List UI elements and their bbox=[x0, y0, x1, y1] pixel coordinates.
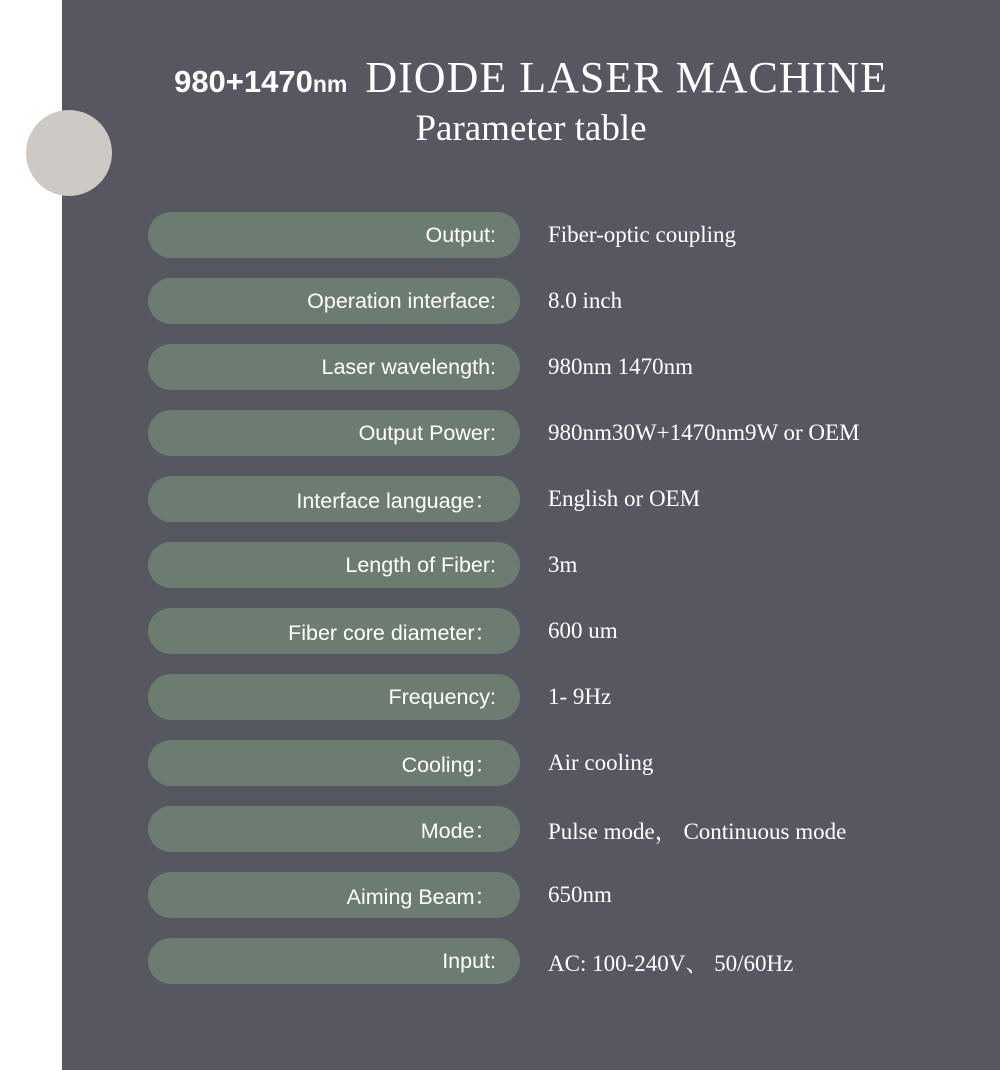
table-row bbox=[62, 932, 1000, 998]
parameter-label-pill bbox=[148, 344, 520, 390]
table-row bbox=[62, 206, 1000, 272]
table-row bbox=[62, 734, 1000, 800]
page-title bbox=[62, 52, 1000, 103]
table-row bbox=[62, 338, 1000, 404]
parameter-label-pill bbox=[148, 542, 520, 588]
title-main: DIODE LASER MACHINE bbox=[365, 53, 888, 102]
parameter-label-pill bbox=[148, 476, 520, 522]
parameter-label: Output Power: bbox=[358, 420, 496, 445]
parameter-value: AC: 100-240V、 50/60Hz bbox=[548, 950, 794, 976]
parameter-label: Output: bbox=[425, 222, 496, 247]
parameter-rows bbox=[62, 206, 1000, 998]
parameter-value: 980nm30W+1470nm9W or OEM bbox=[548, 420, 860, 445]
wavelength-title bbox=[174, 64, 347, 99]
table-row bbox=[62, 602, 1000, 668]
parameter-label: Interface language： bbox=[296, 488, 496, 513]
parameter-value: 600 um bbox=[548, 618, 618, 643]
parameter-label: Cooling： bbox=[401, 752, 496, 777]
parameter-label-pill bbox=[148, 938, 520, 984]
parameter-label: Aiming Beam： bbox=[346, 884, 496, 909]
parameter-value: Fiber-optic coupling bbox=[548, 222, 736, 247]
table-row bbox=[62, 866, 1000, 932]
parameter-label-pill bbox=[148, 740, 520, 786]
parameter-label: Input: bbox=[442, 948, 496, 973]
page-subtitle: Parameter table bbox=[415, 108, 647, 149]
parameter-value: English or OEM bbox=[548, 486, 701, 511]
parameter-label-pill bbox=[148, 410, 520, 456]
parameter-value: 980nm 1470nm bbox=[548, 354, 694, 379]
parameter-label-pill bbox=[148, 872, 520, 918]
parameter-label-pill bbox=[148, 608, 520, 654]
table-row bbox=[62, 272, 1000, 338]
table-row bbox=[62, 470, 1000, 536]
table-row bbox=[62, 800, 1000, 866]
parameter-label: Frequency: bbox=[388, 684, 496, 709]
parameter-label: Operation interface: bbox=[307, 288, 496, 313]
header-block bbox=[62, 52, 1000, 150]
parameter-label-pill bbox=[148, 806, 520, 852]
parameter-label-pill bbox=[148, 212, 520, 258]
parameter-label: Length of Fiber: bbox=[345, 552, 496, 577]
parameter-label: Fiber core diameter： bbox=[288, 620, 496, 645]
parameter-value: Air cooling bbox=[548, 750, 654, 775]
wavelength-value: 980+1470 bbox=[174, 64, 313, 99]
parameter-label-pill bbox=[148, 278, 520, 324]
wavelength-unit: nm bbox=[312, 71, 348, 97]
table-row bbox=[62, 668, 1000, 734]
table-row bbox=[62, 536, 1000, 602]
table-row bbox=[62, 404, 1000, 470]
parameter-value: 650nm bbox=[548, 882, 612, 907]
parameter-label: Laser wavelength: bbox=[321, 354, 496, 379]
parameter-value: 8.0 inch bbox=[548, 288, 623, 313]
parameter-value: Pulse mode， Continuous mode bbox=[548, 818, 847, 844]
parameter-value: 1- 9Hz bbox=[548, 684, 612, 709]
parameter-value: 3m bbox=[548, 552, 578, 577]
parameter-label: Mode： bbox=[420, 818, 496, 843]
parameter-label-pill bbox=[148, 674, 520, 720]
